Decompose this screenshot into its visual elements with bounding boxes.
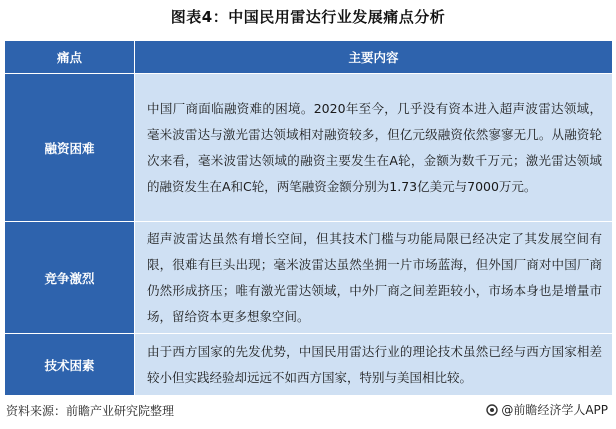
qianzhan-logo-icon [486, 404, 498, 416]
row-content-technology [135, 334, 613, 396]
chart-title: 图表4：中国民用雷达行业发展痛点分析 [170, 8, 446, 26]
table-header-row [5, 41, 613, 74]
content-text: 由于西方国家的先发优势，中国民用雷达行业的理论技术虽然已经与西方国家相差较小但实践经验却远远不如西方国家，特别与美国相比较。 [147, 343, 602, 385]
pain-points-table [4, 40, 613, 396]
content-text: 超声波雷达虽然有增长空间，但其技术门槛与功能局限已经决定了其发展空间有限，很难有巨头出现；毫米波雷达虽然坐拥一片市场蓝海，但外国厂商对中国厂商仍然形成挤压；唯有激光雷达领域，中外厂商之间差距较小，市场本身也是增量市场，留给资本更多想象空间。 [147, 230, 602, 324]
brand-credit [486, 401, 608, 418]
table-row [5, 222, 613, 334]
row-content-competition [135, 222, 613, 334]
row-content-financing [135, 74, 613, 222]
brand-text: @前瞻经济学人APP [501, 403, 608, 417]
source-note: 资料来源：前瞻产业研究院整理 [6, 404, 175, 418]
row-label-technology: 技术困素 [5, 334, 135, 396]
header-pain-point: 痛点 [5, 41, 135, 74]
table-row [5, 74, 613, 222]
table-row [5, 334, 613, 396]
row-label-competition: 竞争激烈 [5, 222, 135, 334]
row-label-financing: 融资困难 [5, 74, 135, 222]
header-main-content: 主要内容 [135, 41, 613, 74]
content-text: 中国厂商面临融资难的困境。2020年至今，几乎没有资本进入超声波雷达领域，毫米波雷达与激光雷达领域相对融资较多，但亿元级融资依然寥寥无几。从融资轮次来看，毫米波雷达领域的融资主要发生在A轮，金额为数千万元；激光雷达领域的融资发生在A和C轮，两笔融资金额分别为1.73亿美元与7000万元。 [147, 100, 602, 194]
